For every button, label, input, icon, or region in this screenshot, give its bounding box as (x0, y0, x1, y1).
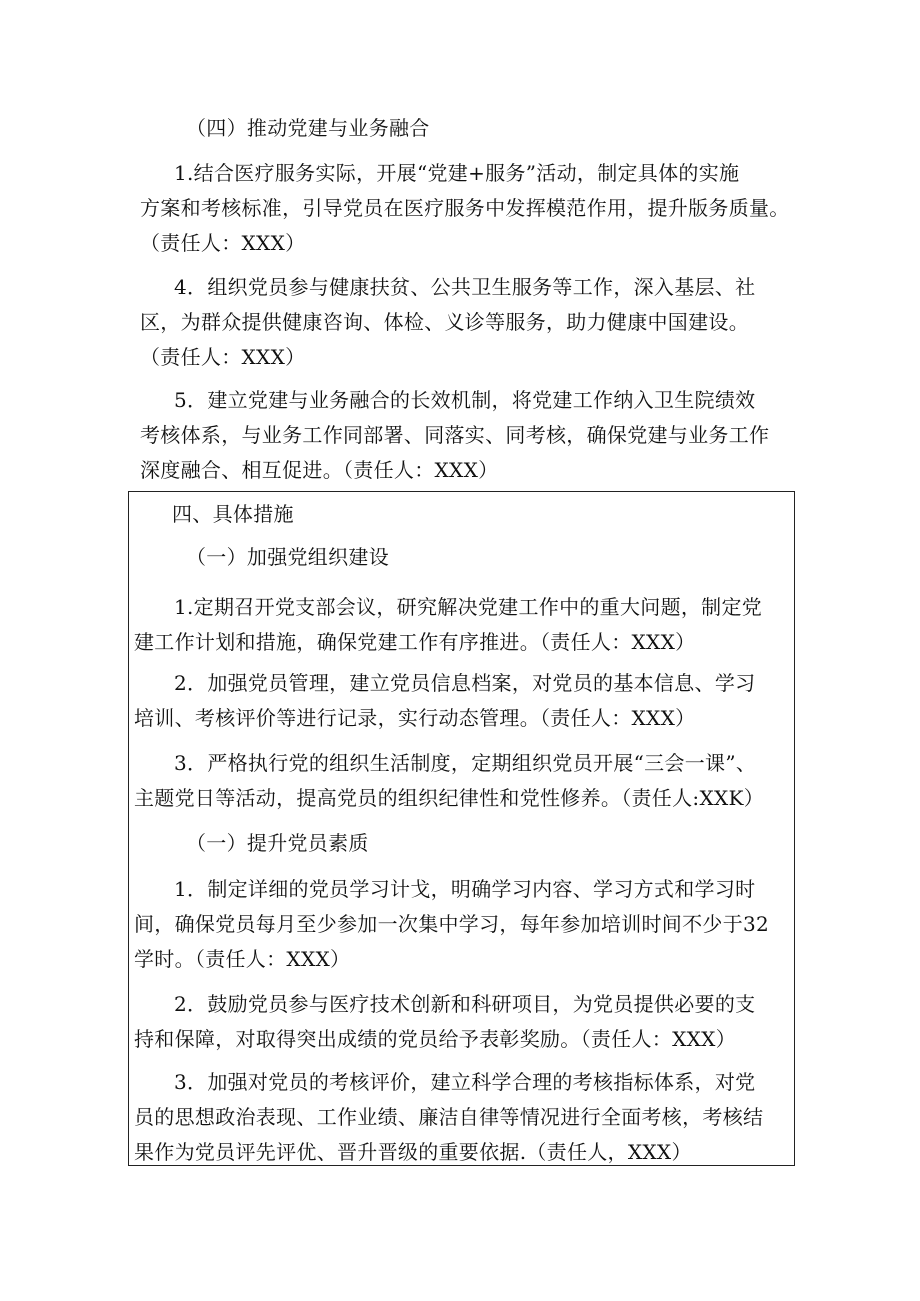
paragraph-line: 2．鼓励党员参与医疗技术创新和科研项目，为党员提供必要的支 (174, 992, 756, 1016)
paragraph-line: 间，确保党员每月至少参加一次集中学习，每年参加培训时间不少于32 (134, 912, 770, 936)
paragraph-line: 区，为群众提供健康咨询、体检、义诊等服务，助力健康中国建设。 (140, 310, 749, 334)
paragraph-line: 持和保障，对取得突出成绩的党员给予表彰奖励。（责任人：XXX） (134, 1027, 737, 1051)
org-item-2 (134, 666, 755, 736)
paragraph-line: 学时。（责任人：XXX） (134, 947, 351, 971)
paragraph-line: 4．组织党员参与健康扶贫、公共卫生服务等工作，深入基层、社 (174, 275, 756, 299)
paragraph-line: 考核体系，与业务工作同部署、同落实、同考核，确保党建与业务工作 (140, 423, 770, 447)
paragraph-line: 1．制定详细的党员学习计戈，明确学习内容、学习方式和学习时 (174, 877, 756, 901)
paragraph-line: 3．严格执行党的组织生活制度，定期组织党员开展“三会一课”、 (174, 751, 757, 775)
paragraph-line: （责任人：XXX） (140, 231, 306, 255)
paragraph-line: 1.结合医疗服务实际，开展“党建+服务”活动，制定具体的实施 (174, 161, 740, 185)
subsection-heading-4 (186, 111, 430, 146)
paragraph-line: 员的思想政治表现、工作业绩、廉洁自律等情况进行全面考核，考核结 (134, 1105, 764, 1129)
paragraph-line: 2．加强党员管理，建立党员信息档案，对党员的基本信息、学习 (174, 671, 756, 695)
paragraph-line: 深度融合、相互促进。（责任人：XXX） (140, 458, 499, 482)
paragraph-line: 果作为党员评先评优、晋升晋级的重要依据.（责任人，XXX） (134, 1140, 692, 1164)
paragraph-4 (140, 270, 755, 375)
paragraph-line: 3．加强对党员的考核评价，建立科学合理的考核指标体系，对党 (174, 1070, 756, 1094)
heading-text: （四）推动党建与业务融合 (186, 116, 430, 140)
paragraph-line: 5．建立党建与业务融合的长效机制，将党建工作纳入卫生院绩效 (174, 388, 756, 412)
org-item-3 (134, 746, 764, 816)
paragraph-1 (140, 156, 790, 261)
paragraph-line: 1.定期召开党支部会议，研究解决党建工作中的重大问题，制定党 (174, 595, 763, 619)
paragraph-line: （责任人：XXX） (140, 345, 306, 369)
paragraph-line: 培训、考核评价等进行记录，实行动态管理。（责任人：XXX） (134, 706, 696, 730)
org-item-1 (134, 590, 762, 660)
quality-item-1 (134, 872, 769, 977)
paragraph-line: 方案和考核标准，引导党员在医疗服务中发挥模范作用，提升版务质量。 (140, 196, 790, 220)
paragraph-5 (140, 383, 769, 488)
quality-item-3 (134, 1065, 763, 1170)
section-title: 四、具体措施 (172, 502, 294, 526)
paragraph-line: 建工作计划和措施，确保党建工作有序推进。（责任人：XXX） (134, 630, 696, 654)
quality-item-2 (134, 987, 755, 1057)
paragraph-line: 主题党日等活动，提高党员的组织纪律性和党性修养。（责任人:XXK） (134, 786, 765, 810)
subsection-heading-quality: （一）提升党员素质 (186, 831, 369, 855)
subsection-heading-org: （一）加强党组织建设 (186, 545, 389, 569)
